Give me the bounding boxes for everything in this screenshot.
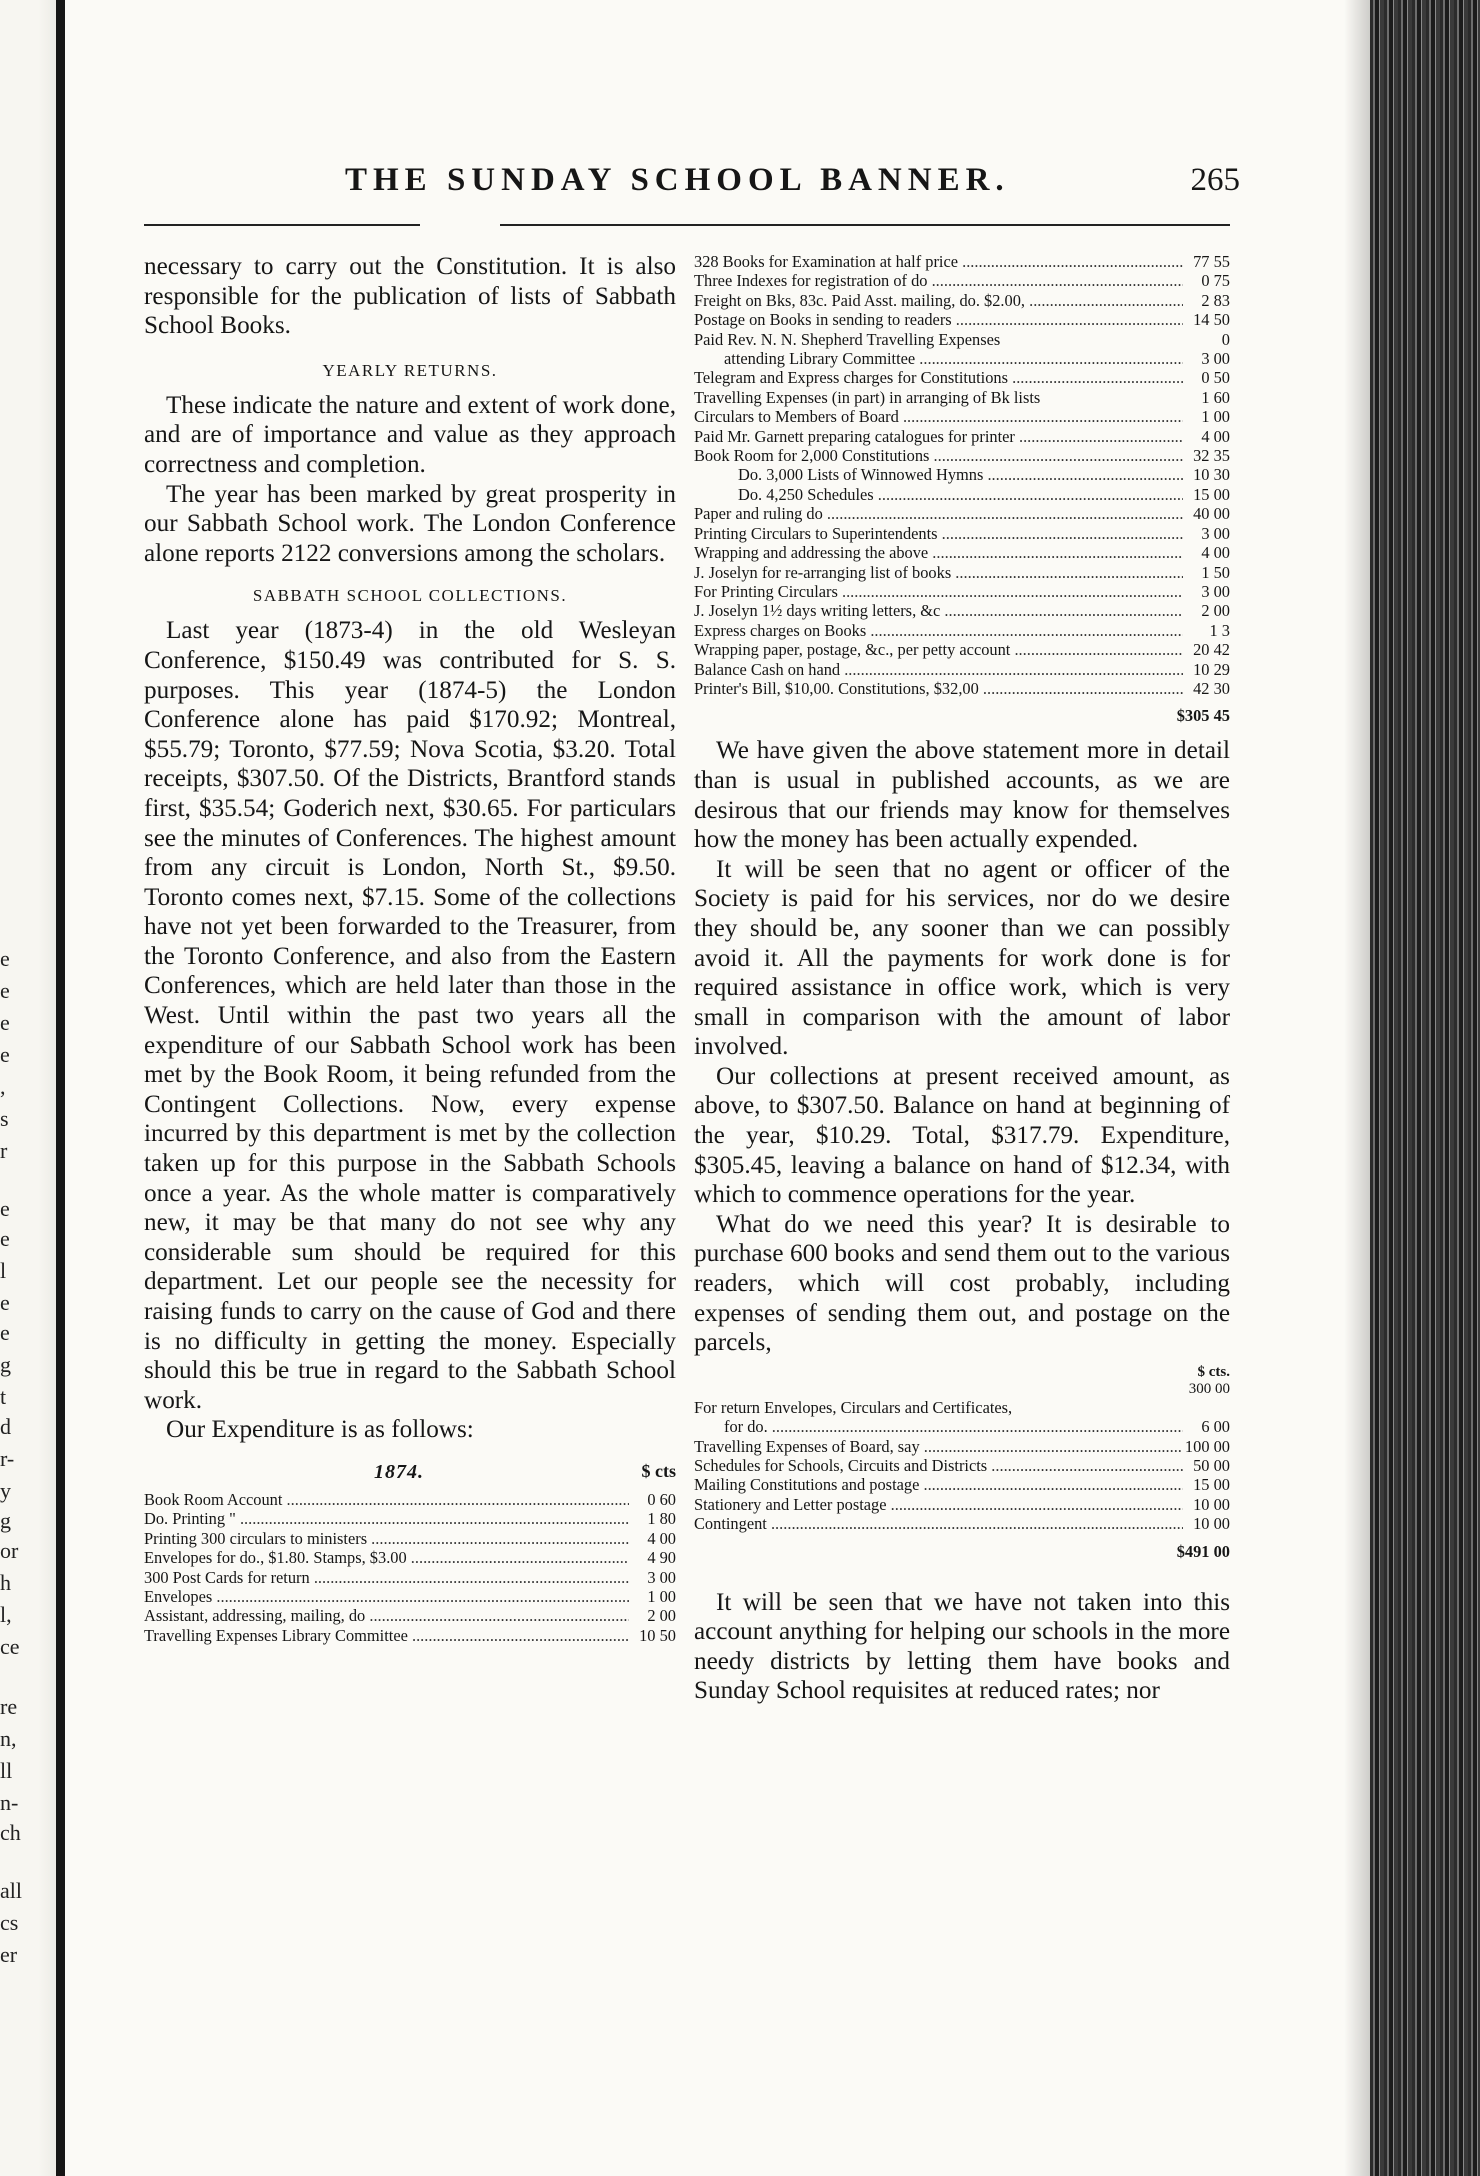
table-row (144, 1626, 676, 1645)
margin-letter: e (0, 1226, 10, 1251)
closing-paragraph: It will be seen that we have not taken into this account anything for helping our schools in the more needy districts by letting them have books and Sunday School requisites at reduced rates; nor (694, 1588, 1230, 1705)
table-row (694, 640, 1230, 659)
row-amount: 32 35 (1193, 446, 1230, 466)
row-amount: 2 83 (1201, 290, 1230, 310)
expenditure-table-right (694, 252, 1230, 698)
row-label: For Printing Circulars ..... (694, 582, 1183, 601)
running-header (140, 150, 1240, 200)
row-label: Paid Mr. Garnett preparing catalogues for printer ..... (694, 427, 1183, 446)
margin-letter: or (0, 1538, 19, 1563)
row-amount: 77 55 (1193, 252, 1230, 271)
table-row (694, 679, 1230, 698)
row-label: Travelling Expenses (in part) in arranging of Bk lists (694, 387, 1041, 407)
table-row (144, 1490, 676, 1509)
header-rule-left (144, 224, 420, 226)
margin-letter: e (0, 1290, 10, 1315)
expenditure-total: $305 45 (1176, 706, 1230, 726)
table-year: 1874. (374, 1460, 424, 1483)
row-label: J. Joselyn 1½ days writing letters, &c ..... (694, 601, 1183, 620)
table-row (694, 660, 1230, 679)
row-amount: 15 00 (1193, 1475, 1230, 1495)
yearly-paragraph-2: The year has been marked by great prosperity in our Sabbath School work. The London Conference alone reports 2122 conversions among the scholars. (144, 480, 676, 567)
margin-letter: e (0, 946, 10, 971)
row-label: Do. 3,000 Lists of Winnowed Hymns ..... (694, 465, 1183, 484)
row-label: Three Indexes for registration of do ..... (694, 271, 1183, 290)
row-label: Telegram and Express charges for Constitutions ..... (694, 368, 1183, 387)
row-amount: 14 50 (1193, 310, 1230, 330)
margin-letter: l, (0, 1602, 12, 1627)
row-label: Printer's Bill, $10,00. Constitutions, $32,00 ..... (694, 679, 1183, 698)
margin-letter: re (0, 1694, 18, 1719)
margin-letter: ce (0, 1634, 20, 1659)
margin-letter: er (0, 1942, 18, 1967)
row-amount: 10 00 (1193, 1494, 1230, 1514)
collections-paragraph: Last year (1873-4) in the old Wesleyan Conference, $150.49 was contributed for S. S. purposes. This year (1874-5) the London Conference alone has paid $170.92; Montreal, $55.79; Toronto, $77.59; Nova Scotia, $3.20. Total receipts, $307.50. Of the Districts, Brantford stands first, $35.54; Goderich next, $30.65. For particulars see the minutes of Conferences. The highest amount from any circuit is London, North St., $9.50. Toronto comes next, $7.15. Some of the collections have not yet been forwarded to the Treasurer, from the Toronto Conference, and also from the Eastern Conferences, which are held later than those in the West. Until within the past two years all the expenditure of our Sabbath School work has been met by the Book Room, it being refunded from the Contingent Collections. Now, every expense incurred by this department is met by the collection taken up for this purpose in the Sabbath Schools once a year. As the whole matter is comparatively new, it may be that many do not see why any considerable sum should be required for this department. Let our people see the necessity for raising funds to carry on the cause of God and there is no difficulty in getting the money. Especially should this be true in regard to the Sabbath School work. (144, 617, 676, 1414)
row-amount (1183, 1398, 1230, 1417)
row-amount: 3 00 (647, 1567, 676, 1587)
intro-paragraph: necessary to carry out the Constitution. It is also responsible for the publication of lists of Sabbath School Books. (144, 253, 676, 340)
row-label: Envelopes ..... (144, 1587, 629, 1606)
heading-yearly-returns: YEARLY RETURNS. (322, 360, 498, 380)
agents-paragraph: It will be seen that no agent or officer of the Society is paid for his services, nor do we desire they should be, any sooner than we can possibly avoid it. All the payments for work done is for required assistance in office work, which is very small in comparison with the amount of labor involved. (694, 855, 1230, 1061)
margin-letter: y (0, 1478, 11, 1503)
row-label: Book Room Account ..... (144, 1490, 629, 1509)
right-column (694, 252, 1230, 1706)
table-row (694, 465, 1230, 484)
table-row (694, 543, 1230, 562)
margin-letter: e (0, 1320, 10, 1345)
row-label: Wrapping and addressing the above ..... (694, 543, 1183, 562)
table-row (694, 1475, 1230, 1494)
row-amount: 6 00 (1201, 1417, 1230, 1437)
table-row (694, 1398, 1230, 1417)
row-label: Travelling Expenses Library Committee ..... (144, 1626, 629, 1645)
row-label: Assistant, addressing, mailing, do ..... (144, 1606, 629, 1625)
gutter-bar (56, 0, 65, 2176)
row-label: Mailing Constitutions and postage ..... (694, 1475, 1183, 1494)
row-label: Printing 300 circulars to ministers ..... (144, 1529, 629, 1548)
margin-letter: r- (0, 1446, 15, 1471)
row-amount: 10 50 (639, 1625, 676, 1645)
table-row (694, 1514, 1230, 1533)
row-amount: 4 00 (1201, 543, 1230, 563)
row-label: Book Room for 2,000 Constitutions ..... (694, 446, 1183, 465)
margin-letter: , (0, 1074, 6, 1099)
expenditure-intro: Our Expenditure is as follows: (166, 1416, 474, 1444)
table-row (694, 291, 1230, 310)
row-label: Paid Rev. N. N. Shepherd Travelling Expenses (694, 329, 1001, 349)
row-label: Express charges on Books ..... (694, 621, 1183, 640)
table-row (694, 330, 1230, 349)
table-row (144, 1568, 676, 1587)
row-label: attending Library Committee ..... (694, 349, 1183, 368)
page-title: THE SUNDAY SCHOOL BANNER. (345, 162, 1010, 198)
margin-letter: e (0, 1010, 10, 1035)
row-label: Contingent ..... (694, 1514, 1183, 1533)
row-label: Do. 4,250 Schedules ..... (694, 485, 1183, 504)
needs-table (694, 1398, 1230, 1534)
row-amount: 0 60 (647, 1489, 676, 1509)
table-row (694, 1456, 1230, 1475)
row-amount: 20 42 (1193, 640, 1230, 660)
table-row (144, 1548, 676, 1567)
margin-letter: h (0, 1570, 11, 1595)
table-row (694, 427, 1230, 446)
expenditure-table-header (144, 1461, 676, 1484)
table-row (144, 1529, 676, 1548)
row-label: Travelling Expenses of Board, say ..... (694, 1437, 1182, 1456)
margin-letter: r (0, 1138, 8, 1163)
margin-letter: cs (0, 1910, 19, 1935)
margin-letter: n, (0, 1726, 17, 1751)
row-label: Balance Cash on hand ..... (694, 660, 1183, 679)
margin-letter: d (0, 1414, 11, 1439)
margin-letter: l (0, 1258, 7, 1283)
margin-letter: e (0, 1196, 10, 1221)
table-row (694, 504, 1230, 523)
row-amount: 3 00 (1201, 523, 1230, 543)
row-label: J. Joselyn for re-arranging list of books ..... (694, 563, 1183, 582)
row-amount: 3 00 (1201, 349, 1230, 369)
needs-units: $ cts. (1197, 1363, 1230, 1380)
row-amount: 4 00 (647, 1528, 676, 1548)
row-label: Stationery and Letter postage ..... (694, 1495, 1183, 1514)
row-label: for do. ..... (694, 1417, 1183, 1436)
right-page-shadow (1344, 0, 1370, 2176)
margin-letter: t (0, 1384, 7, 1409)
row-label: Printing Circulars to Superintendents ..... (694, 524, 1183, 543)
margin-letter: n- (0, 1790, 19, 1815)
expenditure-table-left (144, 1490, 676, 1645)
row-amount: 4 90 (647, 1548, 676, 1568)
row-amount: 4 00 (1201, 426, 1230, 446)
row-amount: 10 29 (1193, 659, 1230, 679)
row-amount: 10 30 (1193, 465, 1230, 485)
table-row (694, 1495, 1230, 1514)
table-row (694, 582, 1230, 601)
page-number: 265 (1190, 162, 1240, 198)
table-row (694, 601, 1230, 620)
table-row (694, 485, 1230, 504)
margin-letter: e (0, 978, 10, 1003)
row-amount: 40 00 (1193, 504, 1230, 524)
table-row (694, 349, 1230, 368)
row-amount: 2 00 (647, 1606, 676, 1626)
row-amount: 0 (1221, 329, 1230, 349)
table-row (694, 310, 1230, 329)
margin-letter: ll (0, 1758, 13, 1783)
row-label: Paper and ruling do ..... (694, 504, 1183, 523)
row-label: For return Envelopes, Circulars and Certificates, (694, 1397, 1013, 1417)
row-amount: 1 60 (1201, 387, 1230, 407)
table-row (144, 1509, 676, 1528)
header-rule-right (500, 224, 1230, 226)
margin-letter: e (0, 1042, 10, 1067)
row-amount: 10 00 (1193, 1514, 1230, 1534)
needs-total: $491 00 (1176, 1541, 1230, 1561)
table-row (144, 1606, 676, 1625)
margin-letter: g (0, 1508, 11, 1533)
table-row (694, 524, 1230, 543)
margin-letter: g (0, 1352, 11, 1377)
row-amount: 1 3 (1209, 620, 1230, 640)
row-amount: 100 00 (1184, 1436, 1230, 1456)
row-amount: 1 00 (1201, 407, 1230, 427)
row-label: Wrapping paper, postage, &c., per petty account ..... (694, 640, 1183, 659)
left-column (144, 252, 676, 1645)
row-amount: 1 50 (1201, 562, 1230, 582)
row-amount: 1 00 (647, 1587, 676, 1606)
row-amount: 0 50 (1201, 368, 1230, 388)
row-label: Freight on Bks, 83c. Paid Asst. mailing, do. $2.00, ..... (694, 291, 1183, 310)
table-units: $ cts (641, 1460, 676, 1481)
table-row (694, 1437, 1230, 1456)
row-amount: 0 75 (1201, 271, 1230, 291)
needs-first-amount: 300 00 (1188, 1380, 1230, 1397)
row-amount: 3 00 (1201, 581, 1230, 601)
row-label: 328 Books for Examination at half price ..... (694, 252, 1183, 271)
table-row (694, 388, 1230, 407)
row-amount: 1 80 (647, 1509, 676, 1529)
table-row (694, 1417, 1230, 1436)
table-row (694, 407, 1230, 426)
table-row (694, 368, 1230, 387)
table-row (694, 252, 1230, 271)
row-label: Circulars to Members of Board ..... (694, 407, 1183, 426)
row-label: Schedules for Schools, Circuits and Districts ..... (694, 1456, 1183, 1475)
needs-paragraph: What do we need this year? It is desirable to purchase 600 books and send them out to the various readers, which will cost probably, including expenses of sending them out, and postage on the parcels, (694, 1210, 1230, 1357)
row-label: Postage on Books in sending to readers ..... (694, 310, 1183, 329)
table-row (694, 563, 1230, 582)
margin-letter: ch (0, 1820, 21, 1845)
table-row (694, 446, 1230, 465)
statement-paragraph: We have given the above statement more in detail than is usual in published accounts, as we are desirous that our friends may know for themselves how the money has been actually expended. (694, 737, 1230, 854)
book-edge (1370, 0, 1480, 2176)
row-amount: 15 00 (1193, 484, 1230, 504)
row-label: Envelopes for do., $1.80. Stamps, $3.00 ..... (144, 1548, 629, 1567)
row-amount: 42 30 (1193, 678, 1230, 698)
row-amount: 2 00 (1201, 601, 1230, 621)
margin-letter: all (0, 1878, 22, 1903)
yearly-paragraph-1: These indicate the nature and extent of work done, and are of importance and value as they approach correctness and completion. (144, 391, 676, 478)
table-row (144, 1587, 676, 1606)
row-label: 300 Post Cards for return ..... (144, 1568, 629, 1587)
table-row (694, 621, 1230, 640)
margin-letter: s (0, 1106, 9, 1131)
row-amount: 50 00 (1193, 1456, 1230, 1476)
balance-paragraph: Our collections at present received amount, as above, to $307.50. Balance on hand at beginning of the year, $10.29. Total, $317.79. Expenditure, $305.45, leaving a balance on hand of $12.34, with which to commence operations for the year. (694, 1062, 1230, 1209)
table-row (694, 271, 1230, 290)
heading-collections: SABBATH SCHOOL COLLECTIONS. (252, 586, 568, 606)
row-label: Do. Printing " ..... (144, 1509, 629, 1528)
